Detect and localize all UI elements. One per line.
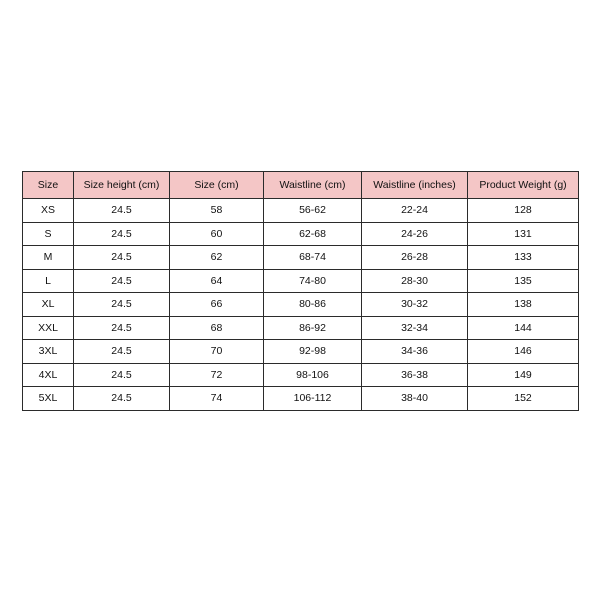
table-cell: 64: [170, 269, 264, 293]
table-row: [23, 222, 579, 246]
table-cell: 26-28: [362, 246, 468, 270]
table-cell: 3XL: [23, 340, 74, 364]
table-cell: 74-80: [264, 269, 362, 293]
table-cell: L: [23, 269, 74, 293]
column-header-product-weight: Product Weight (g): [468, 172, 579, 199]
table-cell: 68: [170, 316, 264, 340]
table-cell: 58: [170, 199, 264, 223]
table-cell: 24.5: [74, 199, 170, 223]
header-row: [23, 172, 579, 199]
table-cell: 66: [170, 293, 264, 317]
table-cell: 24-26: [362, 222, 468, 246]
table-cell: 146: [468, 340, 579, 364]
table-cell: 4XL: [23, 363, 74, 387]
table-cell: 5XL: [23, 387, 74, 411]
table-cell: 38-40: [362, 387, 468, 411]
column-header-waistline-cm: Waistline (cm): [264, 172, 362, 199]
table-row: [23, 316, 579, 340]
table-cell: 144: [468, 316, 579, 340]
table-cell: 80-86: [264, 293, 362, 317]
table-cell: XXL: [23, 316, 74, 340]
table-header: [23, 172, 579, 199]
table-cell: 56-62: [264, 199, 362, 223]
table-cell: S: [23, 222, 74, 246]
table-cell: 98-106: [264, 363, 362, 387]
table-cell: 72: [170, 363, 264, 387]
table-cell: 32-34: [362, 316, 468, 340]
table-cell: 133: [468, 246, 579, 270]
table-cell: 70: [170, 340, 264, 364]
column-header-waistline-inches: Waistline (inches): [362, 172, 468, 199]
table-row: [23, 269, 579, 293]
table-cell: 74: [170, 387, 264, 411]
table-cell: 24.5: [74, 222, 170, 246]
table-cell: XS: [23, 199, 74, 223]
table-cell: 24.5: [74, 246, 170, 270]
table-cell: 86-92: [264, 316, 362, 340]
table-cell: 24.5: [74, 316, 170, 340]
table-cell: 34-36: [362, 340, 468, 364]
table-cell: 24.5: [74, 293, 170, 317]
table-row: [23, 246, 579, 270]
table-cell: 106-112: [264, 387, 362, 411]
table-row: [23, 363, 579, 387]
table-cell: 62-68: [264, 222, 362, 246]
table-body: [23, 199, 579, 411]
table-cell: 24.5: [74, 363, 170, 387]
table-cell: 22-24: [362, 199, 468, 223]
table-row: [23, 340, 579, 364]
table-row: [23, 387, 579, 411]
table-cell: 60: [170, 222, 264, 246]
column-header-size: Size: [23, 172, 74, 199]
table-cell: 24.5: [74, 269, 170, 293]
table-cell: 128: [468, 199, 579, 223]
table-cell: M: [23, 246, 74, 270]
table-cell: 138: [468, 293, 579, 317]
table-row: [23, 199, 579, 223]
table-cell: 92-98: [264, 340, 362, 364]
table-cell: 131: [468, 222, 579, 246]
table-row: [23, 293, 579, 317]
table-cell: 36-38: [362, 363, 468, 387]
table-cell: 149: [468, 363, 579, 387]
table-cell: 135: [468, 269, 579, 293]
table-cell: 24.5: [74, 387, 170, 411]
table-cell: 24.5: [74, 340, 170, 364]
table-cell: 68-74: [264, 246, 362, 270]
column-header-size-height: Size height (cm): [74, 172, 170, 199]
table-cell: 152: [468, 387, 579, 411]
table-cell: 30-32: [362, 293, 468, 317]
table-cell: XL: [23, 293, 74, 317]
table-cell: 28-30: [362, 269, 468, 293]
table-cell: 62: [170, 246, 264, 270]
size-chart-table: [22, 171, 579, 411]
column-header-size-cm: Size (cm): [170, 172, 264, 199]
